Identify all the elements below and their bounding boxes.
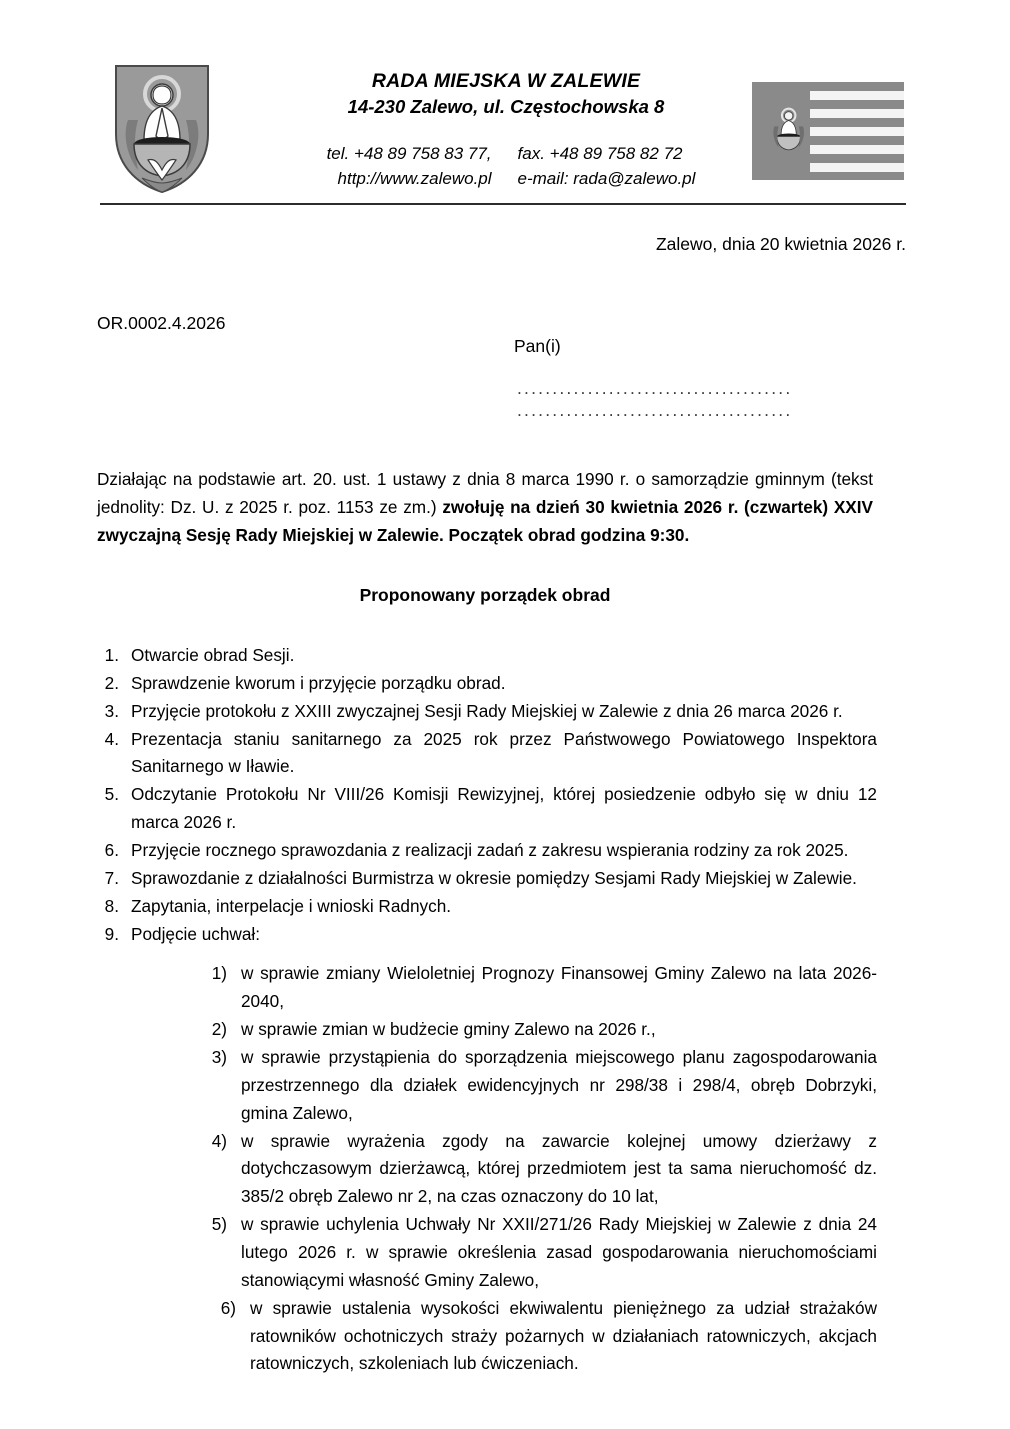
resolution-number: 1) (211, 963, 227, 984)
agenda-item-number: 2. (104, 672, 119, 693)
agenda-item (97, 642, 877, 670)
agenda-item-number: 6. (104, 840, 119, 861)
agenda-item-text: Przyjęcie rocznego sprawozdania z realizacji zadań z zakresu wspierania rodziny za rok 2025. (131, 840, 849, 861)
resolution-number: 2) (211, 1019, 227, 1040)
resolution-item (201, 1016, 877, 1044)
resolution-item (201, 1044, 877, 1128)
resolution-item (201, 1128, 877, 1212)
fax-text: fax. +48 89 758 82 72 (517, 144, 683, 163)
flag-icon (752, 82, 904, 180)
agenda-item-number: 8. (104, 895, 119, 916)
resolution-text: w sprawie uchylenia Uchwały Nr XXII/271/26 Rady Miejskiej w Zalewie z dnia 24 lutego 2026 r. w sprawie określenia zasad gospodarowania nieruchomościami stanowiącymi własność Gminy Zalewo, (241, 1214, 877, 1290)
addressee-line-2: ....................................... (517, 400, 793, 420)
agenda-item (97, 837, 877, 865)
agenda-item-number: 3. (104, 700, 119, 721)
agenda-item-text: Podjęcie uchwał: (131, 923, 260, 944)
intro-paragraph (97, 466, 873, 550)
agenda-item-text: Zapytania, interpelacje i wnioski Radnych. (131, 895, 452, 916)
email-text: e-mail: rada@zalewo.pl (517, 168, 696, 188)
intro-text-bold: zwołuję na dzień 30 kwietnia 2026 r. (czwartek) XXIV zwyczajną Sesję Rady Miejskiej w Zalewie. Początek obrad godzina 9:30. (97, 496, 873, 545)
agenda-item-text: Sprawozdanie z działalności Burmistrza w okresie pomiędzy Sesjami Rady Miejskiej w Zalewie. (131, 867, 857, 888)
agenda-item-text: Prezentacja staniu sanitarnego za 2025 rok przez Państwowego Powiatowego Inspektora Sanitarnego w Iławie. (131, 728, 877, 777)
coat-of-arms-icon (108, 62, 216, 194)
organization-name: RADA MIEJSKA W ZALEWIE (371, 70, 641, 92)
resolution-text: w sprawie przystąpienia do sporządzenia miejscowego planu zagospodarowania przestrzennego dla działek ewidencyjnych nr 298/38 i 298/4, obręb Dobrzyki, gmina Zalewo, (241, 1047, 877, 1123)
agenda-item (97, 726, 877, 782)
organization-block (276, 68, 736, 120)
resolutions-list (201, 960, 877, 1378)
agenda-item (97, 921, 877, 949)
header-divider (100, 203, 906, 205)
resolution-text: w sprawie zmiany Wieloletniej Prognozy Finansowej Gminy Zalewo na lata 2026-2040, (241, 963, 877, 1012)
letterhead (98, 60, 912, 200)
website-text: http://www.zalewo.pl (337, 168, 492, 188)
resolution-item (210, 1295, 877, 1379)
reference-number: OR.0002.4.2026 (97, 313, 226, 333)
agenda-item (97, 893, 877, 921)
agenda-item-number: 9. (104, 923, 119, 944)
resolution-text: w sprawie wyrażenia zgody na zawarcie kolejnej umowy dzierżawy z dotychczasowym dzierżawcą, której przedmiotem jest ta sama nieruchomość dz. 385/2 obręb Zalewo nr 2, na czas oznaczony do 10 lat, (241, 1130, 877, 1207)
agenda-item-number: 1. (104, 645, 119, 665)
agenda-item (97, 670, 877, 698)
agenda-item-number: 4. (104, 728, 119, 749)
resolution-text: w sprawie ustalenia wysokości ekwiwalentu pieniężnego za udział strażaków ratowników ochotniczych straży pożarnych w działaniach ratowniczych, akcjach ratowniczych, szkoleniach lub ćwiczeniach. (250, 1297, 877, 1374)
resolution-text: w sprawie zmian w budżecie gminy Zalewo na 2026 r., (241, 1019, 656, 1040)
phone-text: tel. +48 89 758 83 77, (326, 144, 492, 163)
agenda-title: Proponowany porządek obrad (359, 585, 611, 605)
intro-text-regular: Działając na podstawie art. 20. ust. 1 ustawy z dnia 8 marca 1990 r. o samorządzie gminnym (tekst jednolity: Dz. U. z 2025 r. poz. 1153 ze zm.) (97, 469, 873, 517)
agenda-item-text: Odczytanie Protokołu Nr VIII/26 Komisji Rewizyjnej, której posiedzenie odbyło się w dniu 12 marca 2026 r. (131, 784, 877, 833)
agenda-item (97, 781, 877, 837)
agenda-item-text: Otwarcie obrad Sesji. (131, 645, 295, 665)
agenda-item-number: 5. (104, 784, 119, 805)
agenda-item-number: 7. (104, 867, 119, 888)
resolution-number: 5) (211, 1214, 227, 1235)
addressee-label: Pan(i) (514, 336, 561, 356)
agenda-item-text: Przyjęcie protokołu z XXIII zwyczajnej Sesji Rady Miejskiej w Zalewie z dnia 26 marca 2026 r. (131, 700, 843, 721)
resolution-item (201, 960, 877, 1016)
agenda-item (97, 865, 877, 893)
addressee-line-1: ....................................... (517, 378, 793, 398)
contact-block (276, 142, 746, 191)
agenda-item-text: Sprawdzenie kworum i przyjęcie porządku obrad. (131, 672, 506, 693)
agenda-item (97, 698, 877, 726)
resolution-number: 4) (211, 1130, 227, 1151)
place-date: Zalewo, dnia 20 kwietnia 2026 r. (655, 234, 906, 254)
resolution-number: 3) (211, 1047, 227, 1068)
agenda-list (97, 642, 877, 1378)
resolution-item (201, 1211, 877, 1295)
organization-address: 14-230 Zalewo, ul. Częstochowska 8 (347, 96, 665, 118)
resolution-number: 6) (220, 1297, 236, 1318)
